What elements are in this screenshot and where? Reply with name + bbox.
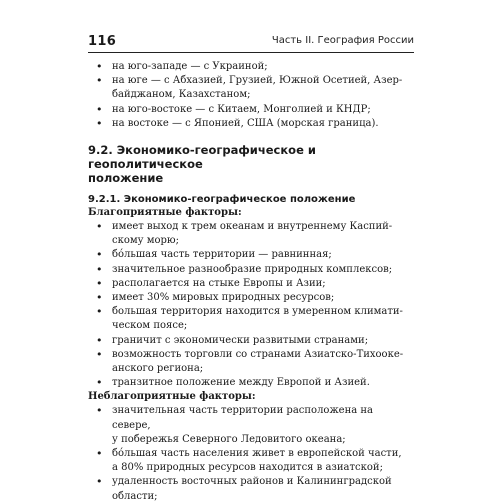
list-item-line: имеет выход к трем океанам и внутреннему Каспий- <box>112 221 393 233</box>
list-item-line: удаленность восточных районов и Калининградской <box>112 476 392 488</box>
list-item <box>96 334 414 348</box>
page-number: 116 <box>88 34 117 49</box>
bullet-icon: • <box>96 447 103 461</box>
list-item-line: граничит с экономически развитыми странами; <box>112 334 369 346</box>
list-item-line: большая территория находится в умеренном климати- <box>112 306 403 318</box>
list-item-line: области; <box>112 490 158 502</box>
list-item <box>96 103 414 117</box>
list-item-line: байджаном, Казахстаном; <box>112 89 251 101</box>
list-item-line: а 80% природных ресурсов находится в азиатской; <box>112 462 383 474</box>
list-item-line: на юге — с Абхазией, Грузией, Южной Осетией, Азер- <box>112 75 403 87</box>
bullet-icon: • <box>96 220 103 234</box>
list-item-line: имеет 30% мировых природных ресурсов; <box>112 292 335 304</box>
list-item <box>96 376 414 390</box>
list-item-line: бóльшая часть населения живет в европейской части, <box>112 448 402 460</box>
bullet-icon: • <box>96 60 103 73</box>
bullet-icon: • <box>96 475 103 489</box>
list-item-line: возможность торговли со странами Азиатско-Тихооке- <box>112 348 404 360</box>
section-title-line: 9.2. Экономико-географическое и геополитическое <box>88 143 316 172</box>
list-item-line: скому морю; <box>112 235 179 247</box>
list-item <box>96 291 414 305</box>
unfavorable-factors-list <box>96 404 414 503</box>
bullet-icon: • <box>96 102 103 116</box>
list-item <box>96 220 414 248</box>
list-item <box>96 447 414 475</box>
border-list <box>96 60 414 131</box>
list-item <box>96 74 414 102</box>
running-head: Часть II. География России <box>271 35 414 46</box>
favorable-factors-list <box>96 220 414 390</box>
list-item-line: транзитное положение между Европой и Азией. <box>112 377 370 389</box>
bullet-icon: • <box>96 276 103 290</box>
list-item <box>96 263 414 277</box>
list-item-line: у побережья Северного Ледовитого океана; <box>112 433 346 445</box>
list-item <box>96 404 414 447</box>
list-item-line: анского региона; <box>112 363 204 375</box>
list-item <box>96 348 414 376</box>
page-content <box>88 60 414 504</box>
list-item <box>96 248 414 262</box>
list-item-line: на юго-востоке — с Китаем, Монголией и КНДР; <box>112 103 371 115</box>
list-item-line: на востоке — с Японией, США (морская граница). <box>112 117 379 129</box>
favorable-factors-label: Благоприятные факторы: <box>88 207 242 219</box>
list-item <box>96 117 414 131</box>
list-item-line: значительная часть территории расположена на севере, <box>112 405 374 431</box>
bullet-icon: • <box>96 291 103 305</box>
bullet-icon: • <box>96 74 103 88</box>
bullet-icon: • <box>96 347 103 361</box>
bullet-icon: • <box>96 404 103 418</box>
bullet-icon: • <box>96 262 103 276</box>
page-header <box>88 34 414 53</box>
section-title <box>88 143 414 185</box>
list-item-line: бóльшая часть территории — равнинная; <box>112 249 332 261</box>
list-item-line: значительное разнообразие природных комплексов; <box>112 263 393 275</box>
list-item-line: на юго-западе — с Украиной; <box>112 61 268 72</box>
unfavorable-factors-label: Неблагоприятные факторы: <box>88 391 256 403</box>
section-title-line: положение <box>88 171 164 186</box>
list-item-line: ческом поясе; <box>112 320 188 332</box>
bullet-icon: • <box>96 333 103 347</box>
list-item-line: располагается на стыке Европы и Азии; <box>112 277 326 289</box>
bullet-icon: • <box>96 305 103 319</box>
list-item <box>96 60 414 74</box>
list-item <box>96 305 414 333</box>
bullet-icon: • <box>96 376 103 390</box>
subsection-title: 9.2.1. Экономико-географическое положение <box>88 194 356 206</box>
bullet-icon: • <box>96 248 103 262</box>
list-item <box>96 277 414 291</box>
bullet-icon: • <box>96 116 103 130</box>
